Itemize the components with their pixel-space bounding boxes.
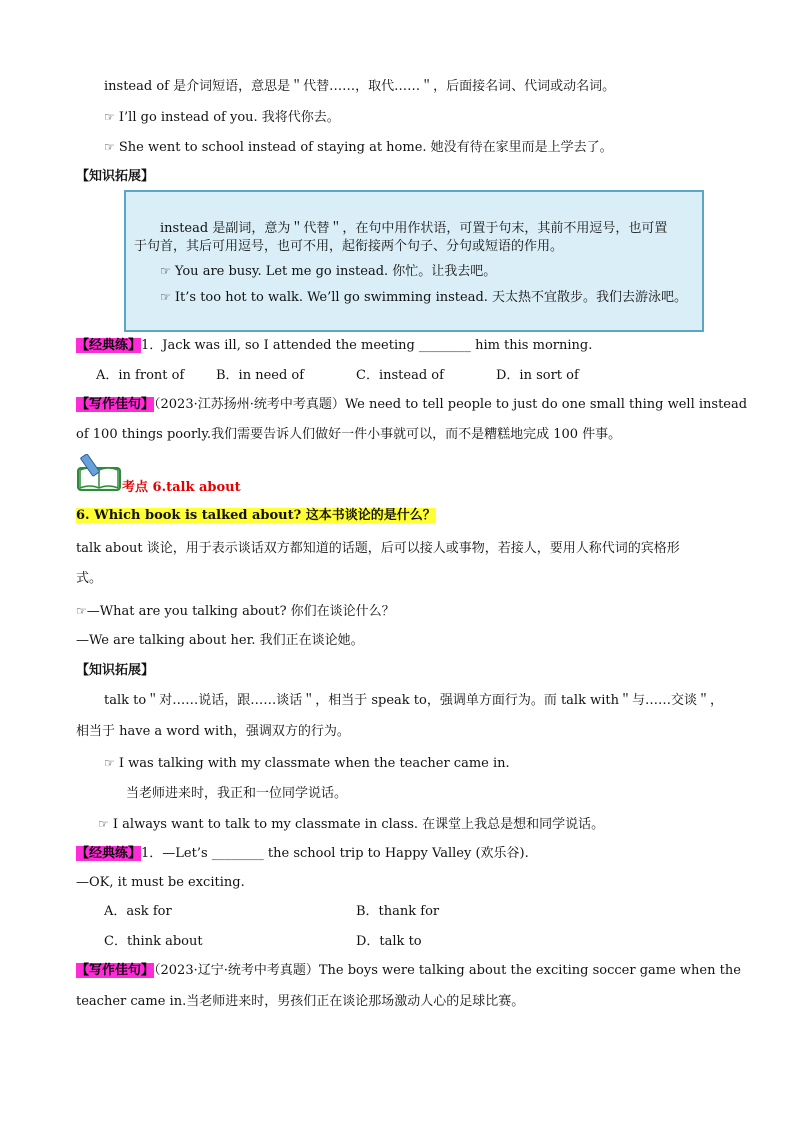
knowledge-extension-label: 【知识拓展】 — [76, 169, 155, 184]
paragraph-line: 式。 — [76, 571, 103, 586]
instead-of-definition: instead of 是介词短语，意思是＂代替……，取代……＂，后面接名词、代词或动名词。 — [104, 79, 616, 94]
box-paragraph-line: instead 是副词，意为＂代替＂，在句中用作状语，可置于句末，其前不用逗号，也可置 — [160, 221, 668, 236]
pointing-hand-icon: ☞ — [104, 110, 115, 124]
option-b: B．thank for — [356, 904, 440, 919]
example-text: She went to school instead of staying at home. 她没有待在家里而是上学去了。 — [118, 140, 613, 155]
pointing-hand-icon: ☞ — [160, 290, 171, 304]
question-reply: —OK, it must be exciting. — [76, 875, 245, 890]
option-c: C．instead of — [356, 368, 444, 383]
example-line — [104, 754, 510, 773]
option-a: A．ask for — [104, 904, 172, 919]
pointing-hand-icon: ☞ — [104, 756, 115, 770]
option-b: B．in need of — [216, 368, 305, 383]
dialogue-line — [76, 602, 395, 621]
knowledge-extension-label: 【知识拓展】 — [76, 663, 155, 678]
kaodian-title: 考点 6.talk about — [122, 480, 241, 495]
box-example-text: It’s too hot to walk. We’ll go swimming instead. 天太热不宜散步。我们去游泳吧。 — [174, 290, 688, 305]
pointing-hand-icon: ☞ — [98, 817, 109, 831]
question-text: 1．Jack was ill, so I attended the meeting ________ him this morning. — [141, 338, 593, 353]
pointing-hand-icon: ☞ — [160, 264, 171, 278]
option-d: D．talk to — [356, 934, 422, 949]
option-a: A．in front of — [96, 368, 185, 383]
heading-text: 6. Which book is talked about? 这本书谈论的是什么？ — [76, 508, 436, 523]
pointing-hand-icon: ☞ — [104, 140, 115, 154]
writing-text: （2023·江苏扬州·统考中考真题）We need to tell people to just do one small thing well instead — [154, 397, 748, 412]
practice-tag: 【经典练】 — [76, 846, 142, 861]
example-line — [98, 815, 604, 834]
example-line — [104, 138, 613, 157]
practice-tag: 【经典练】 — [76, 338, 142, 353]
example-line — [104, 108, 340, 127]
dialogue-text: —What are you talking about? 你们在谈论什么？ — [86, 604, 395, 619]
section-heading — [76, 507, 436, 525]
option-d: D．in sort of — [496, 368, 579, 383]
example-text: I always want to talk to my classmate in class. 在课堂上我总是想和同学说话。 — [112, 817, 605, 832]
example-text: I’ll go instead of you. 我将代你去。 — [118, 110, 340, 125]
book-pencil-icon — [76, 454, 122, 492]
box-paragraph-line: 于句首，其后可用逗号，也可不用，起衔接两个句子、分句或短语的作用。 — [134, 239, 564, 254]
paragraph-line: talk about 谈论，用于表示谈话双方都知道的话题，后可以接人或事物，若接人，要用人称代词的宾格形 — [76, 541, 680, 556]
pointing-hand-icon: ☞ — [76, 604, 87, 618]
dialogue-line: —We are talking about her. 我们正在谈论她。 — [76, 633, 364, 648]
writing-text: （2023·辽宁·统考中考真题）The boys were talking about the exciting soccer game when the — [154, 963, 741, 978]
writing-text-cont: of 100 things poorly.我们需要告诉人们做好一件小事就可以，而不是糟糕地完成 100 件事。 — [76, 427, 622, 442]
paragraph-line: talk to＂对……说话，跟……谈话＂，相当于 speak to，强调单方面行为。而 talk with＂与……交谈＂， — [104, 693, 723, 708]
practice-question — [76, 845, 529, 863]
option-c: C．think about — [104, 934, 203, 949]
writing-sentence — [76, 396, 747, 414]
paragraph-line: 相当于 have a word with，强调双方的行为。 — [76, 724, 350, 739]
box-example — [160, 262, 496, 281]
example-text: I was talking with my classmate when the teacher came in. — [118, 756, 510, 771]
box-example-text: You are busy. Let me go instead. 你忙。让我去吧。 — [174, 264, 497, 279]
example-translation: 当老师进来时，我正和一位同学说话。 — [126, 786, 348, 801]
writing-tag: 【写作佳句】 — [76, 963, 155, 978]
question-text: 1．—Let’s ________ the school trip to Happy Valley (欢乐谷). — [141, 846, 529, 861]
writing-text-cont: teacher came in.当老师进来时，男孩们正在谈论那场激动人心的足球比赛。 — [76, 994, 525, 1009]
writing-tag: 【写作佳句】 — [76, 397, 155, 412]
practice-question — [76, 337, 592, 355]
box-example — [160, 288, 687, 307]
knowledge-box — [124, 190, 704, 332]
writing-sentence — [76, 962, 741, 980]
